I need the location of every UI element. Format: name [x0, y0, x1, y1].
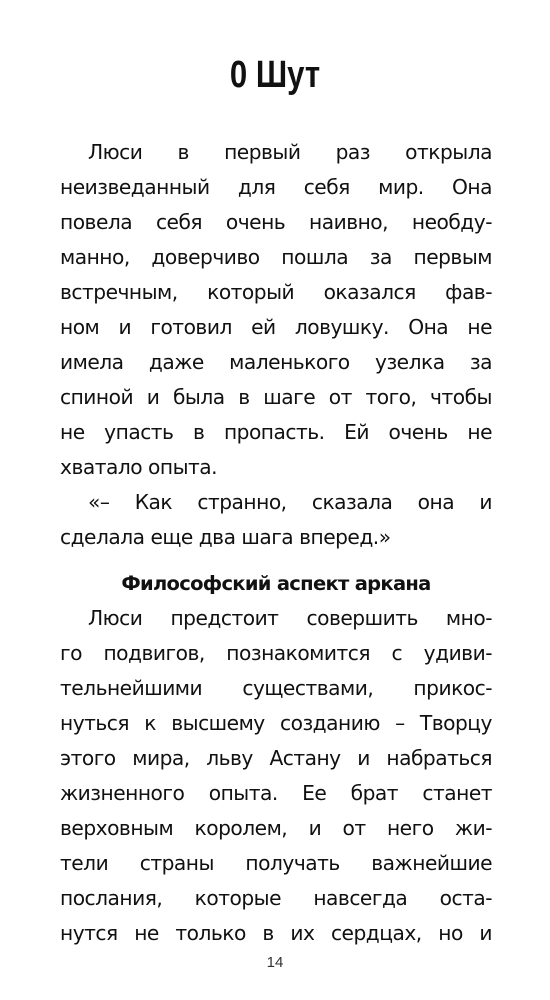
text-line: верховным королем, и от него жи- [60, 816, 492, 840]
section-philosophical [60, 566, 492, 951]
text-line: го подвигов, познакомится с удиви- [60, 641, 492, 665]
text-line: имела даже маленького узелка за [60, 350, 492, 374]
text-line: послания, которые навсегда оста- [60, 886, 492, 910]
text-line: Люси предстоит совершить мно- [88, 606, 492, 630]
text-line: не упасть в пропасть. Ей очень не [60, 420, 492, 444]
text-line: жизненного опыта. Ее брат станет [60, 781, 492, 805]
text-line: Люси в первый раз открыла [88, 140, 492, 164]
page-number: 14 [266, 954, 284, 971]
text-line: ном и готовил ей ловушку. Она не [60, 315, 492, 339]
paragraph-intro [60, 135, 492, 555]
section-heading: Философский аспект аркана [121, 572, 431, 595]
quote-line: сделала еще два шага вперед.» [60, 525, 391, 549]
text-line: нутся не только в их сердцах, но и [60, 921, 492, 945]
chapter-title: 0 Шут [229, 54, 321, 96]
text-line: этого мира, льву Астану и набраться [60, 746, 492, 770]
text-line: неизведанный для себя мир. Она [60, 175, 492, 199]
text-line: тельнейшими существами, прикос- [60, 676, 492, 700]
text-line: нуться к высшему созданию – Творцу [60, 711, 492, 735]
quote-line: «– Как странно, сказала она и [88, 490, 492, 514]
text-line: манно, доверчиво пошла за первым [60, 245, 492, 269]
text-line: спиной и была в шаге от того, чтобы [60, 385, 492, 409]
text-line: хватало опыта. [60, 455, 218, 479]
text-line: повела себя очень наивно, необду- [60, 210, 492, 234]
text-line: встречным, который оказался фав- [60, 280, 492, 304]
text-line: тели страны получать важнейшие [60, 851, 492, 875]
